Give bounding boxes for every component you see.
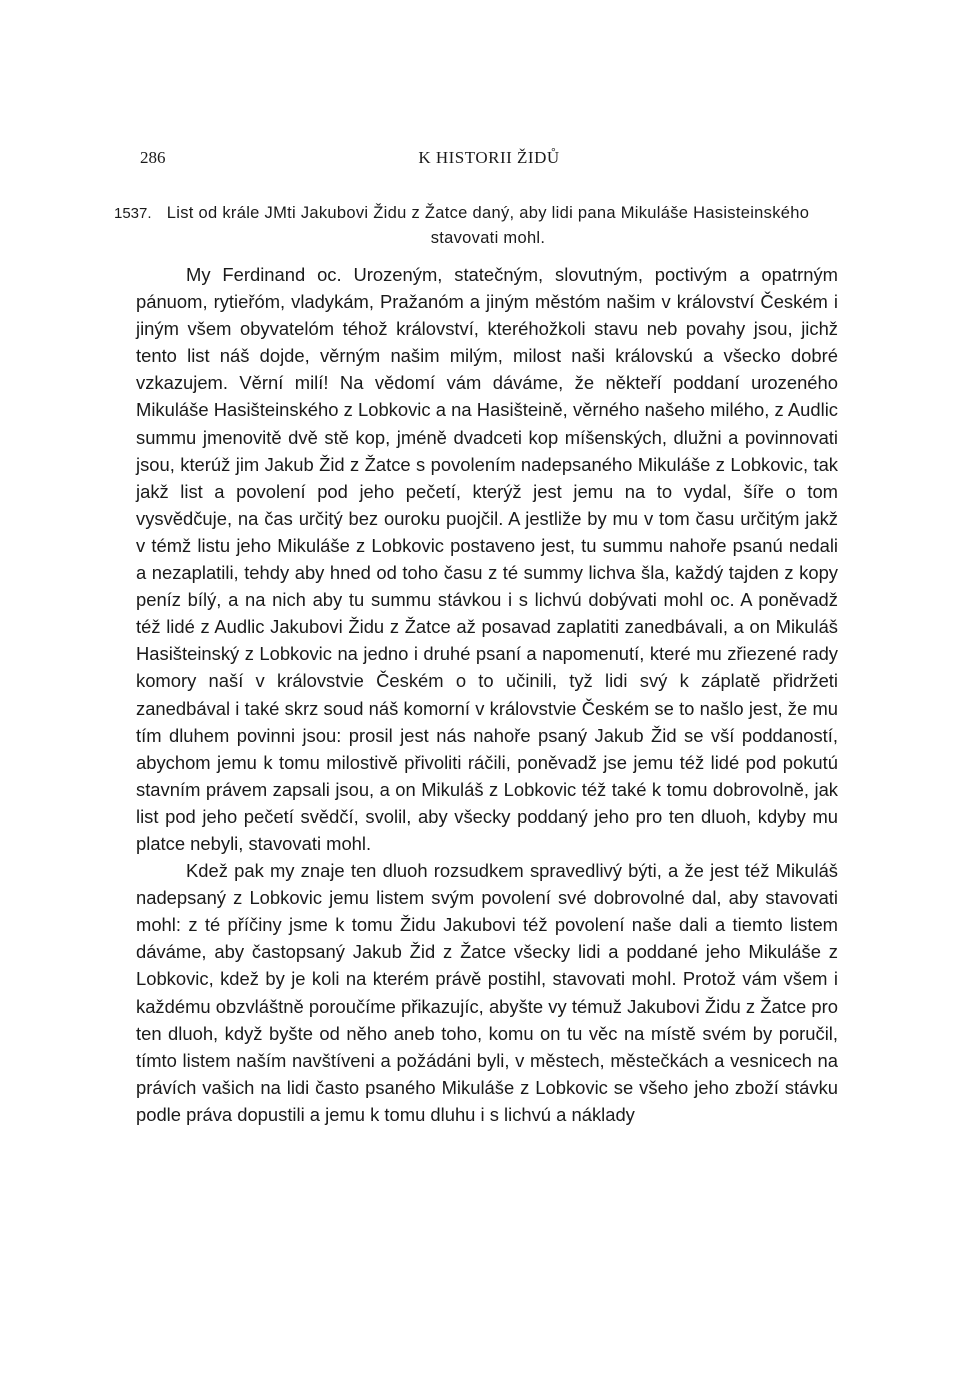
document-body bbox=[136, 261, 838, 1128]
paragraph: My Ferdinand oc. Urozeným, statečným, slovutným, poctivým a opatrným pánuom, rytieřóm, vladykám, Pražanóm a jiným městóm našim v království Českém i jiným všem obyvatelóm téhož království, kteréhožkoli stavu neb povahy jsou, jichž tento list náš dojde, věrným našim milým, milost naši královskú a všecko dobré vzkazujem. Věrní milí! Na vědomí vám dáváme, že někteří poddaní urozeného Mikuláše Hasišteinského z Lobkovic a na Hasišteině, věrného našeho milého, z Audlic summu jmenovitě dvě stě kop, jméně dvadceti kop míšenských, dlužni a povinnovati jsou, kterúž jim Jakub Žid z Žatce s povolením nadepsaného Mikuláše z Lobkovic, tak jakž list a povolení pod jeho pečetí, kterýž jest jemu na to vydal, šíře o tom vysvědčuje, na čas určitý bez ouroku puojčil. A jestliže by mu v tom času určitým jakž v témž listu jeho Mikuláše z Lobkovic postaveno jest, tu summu nahoře psanú nedali a nezaplatili, tehdy aby hned od toho času z té summy lichva šla, každý tajden z kopy peníz bílý, a na nich aby tu summu stávkou i s lichvú dobývati mohl oc. A poněvadž též lidé z Audlic Jakubovi Židu z Žatce až posavad zaplatiti zanedbávali, a on Mikuláš Hasišteinský z Lobkovic na jedno i druhé psaní a napomenutí, které mu zřiezené rady komory naší v královstvie Českém o to učinili, tyž lidi svý k záplatě přidržeti zanedbával i také skrz soud náš komorní v královstvie Českém se to našlo jest, že mu tím dluhem povinni jsou: prosil jest nás nahoře psaný Jakub Žid se vší poddaností, abychom jemu k tomu milostivě přivoliti ráčili, poněvadž jse jemu též lidé pod pokutú stavním právem zapsali jsou, a on Mikuláš z Lobkovic též také k tomu dobrovolně, jak list pod jeho pečetí svědčí, svolil, aby všecky poddaný jeho pro ten dluoh, kdyby mu platce nebyli, stavovati mohl. bbox=[136, 264, 838, 854]
page-header bbox=[140, 148, 838, 170]
document-heading: List od krále JMti Jakubovi Židu z Žatce daný, aby lidi pana Mikuláše Hasisteinského stavovati mohl. bbox=[166, 204, 810, 247]
running-title: K HISTORII ŽIDŮ bbox=[418, 148, 560, 167]
page-number: 286 bbox=[140, 148, 166, 167]
document-year: 1537. bbox=[114, 205, 152, 222]
paragraph: Kdež pak my znaje ten dluoh rozsudkem spravedlivý býti, a že jest též Mikuláš nadepsaný z Lobkovic jemu listem svým povolení své dobrovolné dal, aby stavovati mohl: z té příčiny jsme k tomu Židu Jakubovi též povolení naše dali a tiemto listem dáváme, aby častopsaný Jakub Žid z Žatce všecky lidi a poddané jeho Mikuláše z Lobkovic, kdež by je koli na kterém právě postihl, stavovati mohl. Protož vám všem i každému obzvláštně poroučíme přikazujíc, abyšte vy témuž Jakubovi Židu z Žatce pro ten dluoh, když byšte od něho aneb toho, komu on tu věc na místě svém by poručil, tímto listem naším navštíveni a požádáni byli, v městech, městečkách a vesnicech na právích vašich na lidi často psaného Mikuláše z Lobkovic se všeho jeho zboží stávku podle práva dopustili a jemu k tomu dluhu i s lichvú a náklady bbox=[136, 860, 838, 1125]
